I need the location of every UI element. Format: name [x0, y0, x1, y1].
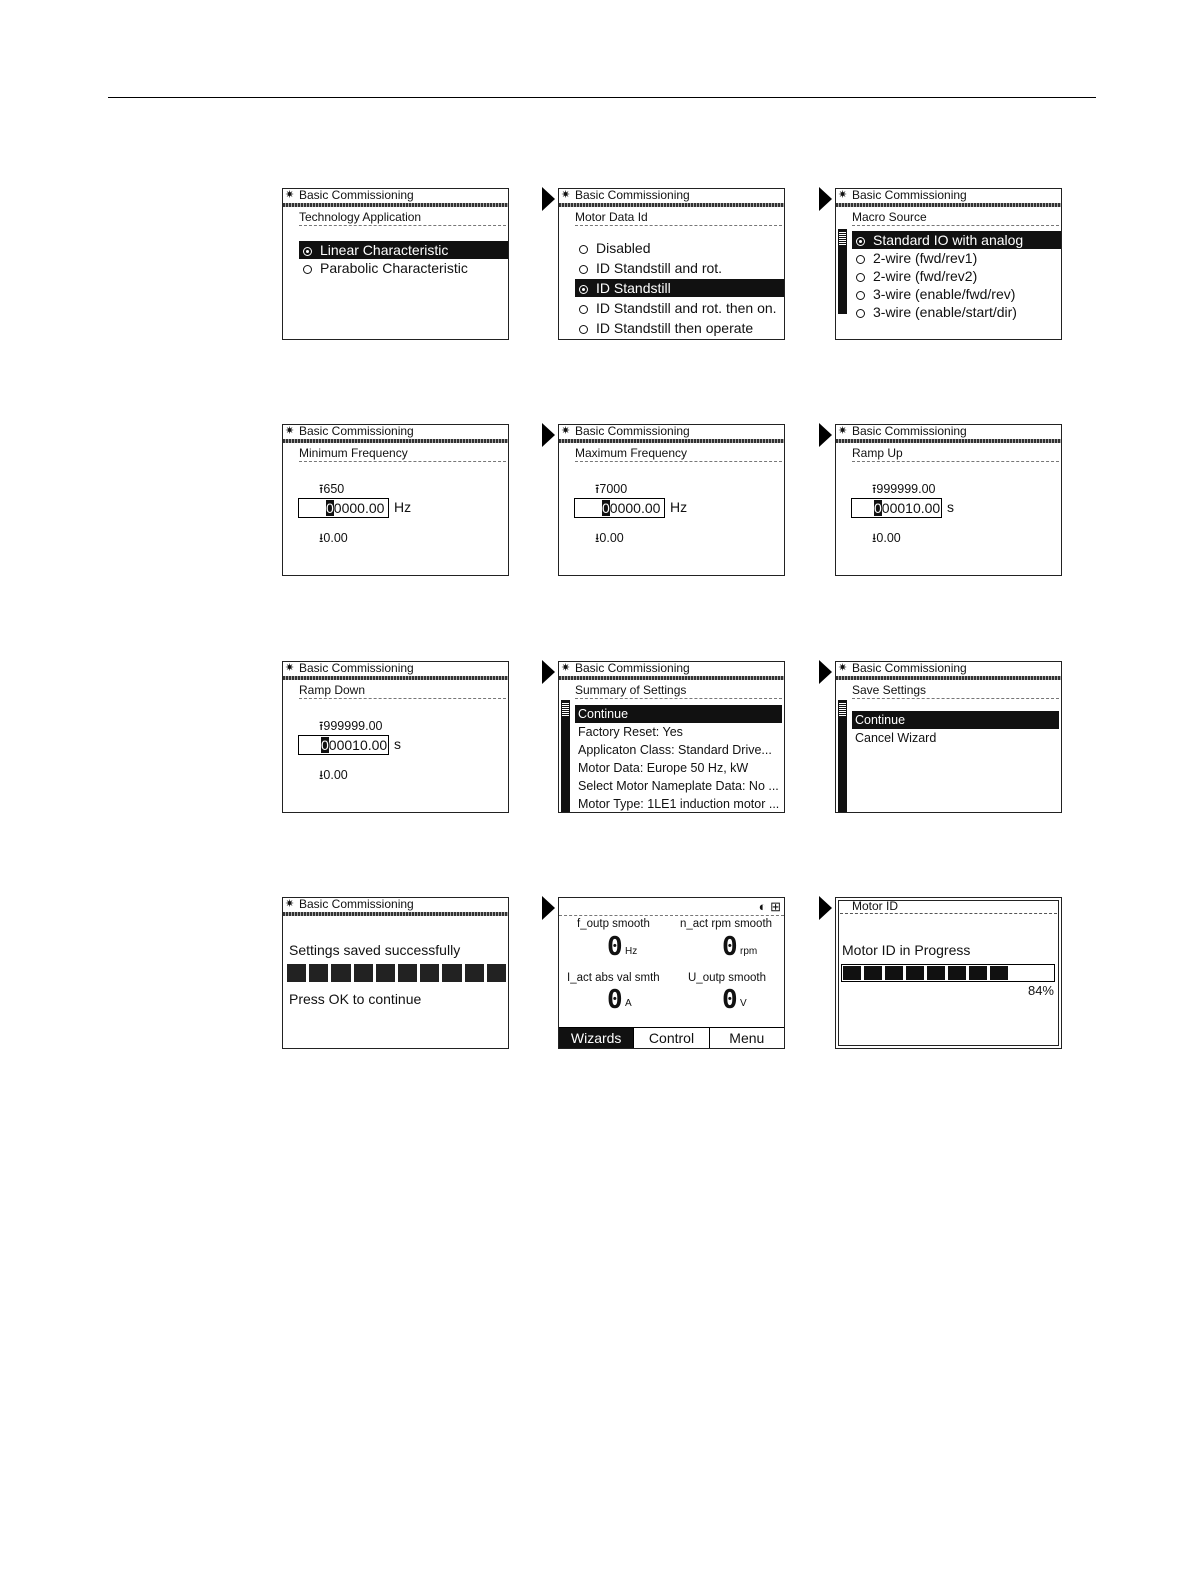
reading-label: U_outp smooth — [688, 972, 766, 984]
commissioning-icon: ✷ — [838, 662, 848, 674]
option-2-wire-fwd-rev1[interactable] — [852, 249, 1061, 267]
value-input[interactable] — [851, 498, 942, 518]
lower-limit-icon: ⭳ — [319, 531, 324, 545]
pointer-arrow-icon — [819, 423, 832, 447]
header-rule — [108, 97, 1096, 98]
option-label: ID Standstill — [596, 280, 671, 296]
pointer-arrow-icon — [542, 423, 555, 447]
min-value — [595, 529, 624, 550]
screen-title — [836, 662, 1061, 675]
scrollbar[interactable] — [838, 700, 847, 812]
edit-cursor: 0 — [874, 500, 882, 516]
min-value-text: 0.00 — [876, 531, 901, 545]
progress-segment — [864, 966, 882, 980]
commissioning-icon: ✷ — [561, 189, 571, 201]
progress-segment — [990, 966, 1008, 980]
value-input[interactable] — [298, 498, 389, 518]
title-label: Basic Commissioning — [299, 897, 414, 911]
tab-menu[interactable]: Menu — [709, 1028, 784, 1048]
title-divider — [283, 676, 508, 680]
progress-percent: 84% — [1027, 983, 1054, 998]
cancel-wizard-option[interactable]: Cancel Wizard — [855, 731, 937, 745]
title-divider — [836, 676, 1061, 680]
option-label: 3-wire (enable/start/dir) — [873, 304, 1017, 320]
parameter-name: Save Settings — [852, 682, 1059, 699]
option-label: 3-wire (enable/fwd/rev) — [873, 286, 1016, 302]
title-label: Basic Commissioning — [852, 424, 967, 438]
value-text: 00010.00 — [881, 500, 941, 516]
screen-title — [283, 898, 508, 911]
screen-motor-data-id — [558, 188, 785, 340]
radio-empty-icon — [579, 325, 588, 334]
screen-minimum-frequency — [282, 424, 509, 576]
option-standard-io-analog[interactable] — [852, 231, 1061, 249]
progress-segment — [948, 966, 966, 980]
scrollbar-thumb[interactable] — [839, 231, 846, 245]
screen-title — [836, 189, 1061, 202]
radio-empty-icon — [856, 291, 865, 300]
parameter-name: Summary of Settings — [575, 682, 782, 699]
screen-ramp-up — [835, 424, 1062, 576]
reading-unit: A — [625, 998, 632, 1009]
option-id-standstill-and-rot[interactable] — [575, 259, 784, 277]
screen-ramp-down — [282, 661, 509, 813]
option-3-wire-enable-fwd-rev[interactable] — [852, 285, 1061, 303]
value-text: 00010.00 — [328, 737, 388, 753]
radio-selected-icon — [579, 285, 588, 294]
commissioning-icon: ✷ — [561, 425, 571, 437]
parameter-name: Motor Data Id — [575, 209, 782, 226]
option-id-standstill-rot-then-on[interactable] — [575, 299, 784, 317]
title-label: Basic Commissioning — [852, 188, 967, 202]
unit-label: Hz — [394, 499, 412, 515]
radio-empty-icon — [579, 245, 588, 254]
title-label: Basic Commissioning — [575, 188, 690, 202]
title-label: Basic Commissioning — [299, 188, 414, 202]
screen-title — [283, 662, 508, 675]
mode-icon: ◐ — [758, 899, 767, 914]
progress-segment — [331, 964, 350, 982]
upper-limit-icon: ⭱ — [319, 482, 324, 496]
progress-segment — [376, 964, 395, 982]
option-3-wire-enable-start-dir[interactable] — [852, 303, 1061, 321]
progress-segment — [906, 966, 924, 980]
title-divider — [559, 439, 784, 443]
title-label: Basic Commissioning — [299, 661, 414, 675]
option-label: ID Standstill then operate — [596, 320, 754, 336]
option-disabled[interactable] — [575, 239, 784, 257]
summary-line: Motor Data: Europe 50 Hz, kW — [578, 761, 749, 775]
commissioning-icon: ✷ — [285, 662, 295, 674]
option-label: Disabled — [596, 240, 651, 256]
lower-limit-icon: ⭳ — [595, 531, 600, 545]
saved-message: Settings saved successfully — [289, 942, 461, 958]
reading-value: 0 — [607, 985, 623, 1015]
status-divider — [559, 915, 784, 916]
pointer-arrow-icon — [819, 187, 832, 211]
progress-segment — [843, 966, 861, 980]
option-label: Linear Characteristic — [320, 242, 449, 258]
progress-segment — [398, 964, 417, 982]
min-value — [319, 529, 348, 550]
option-linear-characteristic[interactable] — [299, 241, 508, 259]
option-label: ID Standstill and rot. — [596, 260, 723, 276]
softkey-bar — [559, 1027, 784, 1048]
min-value-text: 0.00 — [599, 531, 624, 545]
status-icons — [759, 899, 781, 915]
progress-segment — [927, 966, 945, 980]
pointer-arrow-icon — [542, 896, 555, 920]
network-icon: ⊞ — [770, 899, 781, 914]
lower-limit-icon: ⭳ — [872, 531, 877, 545]
min-value — [872, 529, 901, 550]
pointer-arrow-icon — [542, 660, 555, 684]
radio-empty-icon — [303, 265, 312, 274]
option-label: Parabolic Characteristic — [320, 260, 468, 276]
commissioning-icon: ✷ — [838, 189, 848, 201]
screen-summary-of-settings — [558, 661, 785, 813]
screen-title — [283, 425, 508, 438]
reading-label: n_act rpm smooth — [680, 918, 773, 930]
progress-segment — [465, 964, 484, 982]
commissioning-icon: ✷ — [838, 425, 848, 437]
edit-cursor: 0 — [326, 500, 334, 516]
motor-id-message: Motor ID in Progress — [842, 942, 971, 958]
continue-prompt: Press OK to continue — [289, 991, 422, 1007]
screen-motor-id — [835, 897, 1062, 1049]
summary-line: Select Motor Nameplate Data: No ... — [578, 779, 779, 793]
continue-option[interactable]: Continue — [852, 711, 1059, 729]
title-divider — [283, 203, 508, 207]
reading-unit: V — [740, 998, 747, 1009]
option-2-wire-fwd-rev2[interactable] — [852, 267, 1061, 285]
reading-value: 0 — [722, 985, 738, 1015]
tab-control[interactable]: Control — [633, 1028, 708, 1048]
value-text: 0000.00 — [333, 500, 385, 516]
lower-limit-icon: ⭳ — [319, 768, 324, 782]
progress-segment — [354, 964, 373, 982]
min-value-text: 0.00 — [323, 531, 348, 545]
min-value-text: 0.00 — [323, 768, 348, 782]
reading-value: 0 — [607, 932, 623, 962]
screen-title: Motor ID — [852, 899, 899, 913]
radio-empty-icon — [579, 265, 588, 274]
title-label: Basic Commissioning — [575, 661, 690, 675]
parameter-name: Macro Source — [852, 209, 1059, 226]
title-label: Basic Commissioning — [299, 424, 414, 438]
radio-empty-icon — [856, 309, 865, 318]
option-id-standstill-then-operate[interactable] — [575, 319, 784, 337]
max-value-text: 7000 — [599, 482, 628, 496]
option-label: 2-wire (fwd/rev2) — [873, 268, 978, 284]
title-divider — [840, 913, 1057, 914]
reading-label: f_outp smooth — [577, 918, 650, 930]
screen-technology-application — [282, 188, 509, 340]
upper-limit-icon: ⭱ — [595, 482, 600, 496]
screen-title — [836, 425, 1061, 438]
unit-label: s — [394, 736, 401, 752]
title-divider — [836, 439, 1061, 443]
radio-selected-icon — [303, 247, 312, 256]
pointer-arrow-icon — [542, 187, 555, 211]
option-label: Standard IO with analog — [873, 232, 1024, 248]
progress-segment — [487, 964, 506, 982]
max-value-text: 650 — [323, 482, 345, 496]
max-value-text: 999999.00 — [876, 482, 936, 496]
min-value — [319, 766, 348, 787]
commissioning-icon: ✷ — [285, 425, 295, 437]
pointer-arrow-icon — [819, 660, 832, 684]
title-divider — [559, 203, 784, 207]
radio-selected-icon — [856, 237, 865, 246]
option-id-standstill[interactable] — [575, 279, 784, 297]
title-label: Basic Commissioning — [575, 424, 690, 438]
screen-title — [559, 662, 784, 675]
parameter-name: Ramp Up — [852, 445, 1059, 462]
screen-status-display — [558, 897, 785, 1049]
scrollbar[interactable] — [561, 700, 570, 812]
value-text: 0000.00 — [609, 500, 661, 516]
screen-title — [559, 425, 784, 438]
summary-line: Applicaton Class: Standard Drive... — [578, 743, 772, 757]
parameter-name: Ramp Down — [299, 682, 506, 699]
scrollbar-thumb[interactable] — [839, 702, 846, 716]
summary-continue[interactable]: Continue — [575, 705, 782, 723]
parameter-name: Minimum Frequency — [299, 445, 506, 462]
edit-cursor: 0 — [602, 500, 610, 516]
max-value-text: 999999.00 — [323, 719, 383, 733]
reading-label: I_act abs val smth — [567, 972, 660, 984]
radio-empty-icon — [579, 305, 588, 314]
title-divider — [836, 203, 1061, 207]
progress-segment — [442, 964, 461, 982]
title-label: Basic Commissioning — [852, 661, 967, 675]
commissioning-icon: ✷ — [285, 898, 295, 910]
commissioning-icon: ✷ — [285, 189, 295, 201]
title-divider — [559, 676, 784, 680]
screen-maximum-frequency — [558, 424, 785, 576]
progress-segment — [420, 964, 439, 982]
reading-value: 0 — [722, 932, 738, 962]
unit-label: Hz — [670, 499, 688, 515]
scrollbar[interactable] — [838, 229, 847, 314]
pointer-arrow-icon — [819, 896, 832, 920]
tab-wizards[interactable]: Wizards — [559, 1028, 633, 1048]
summary-line: Factory Reset: Yes — [578, 725, 683, 739]
unit-label: s — [947, 499, 954, 515]
parameter-name: Technology Application — [299, 209, 506, 226]
screen-macro-source — [835, 188, 1062, 340]
radio-empty-icon — [856, 255, 865, 264]
upper-limit-icon: ⭱ — [319, 719, 324, 733]
parameter-name: Maximum Frequency — [575, 445, 782, 462]
commissioning-icon: ✷ — [561, 662, 571, 674]
progress-segment — [287, 964, 306, 982]
screen-title — [283, 189, 508, 202]
reading-unit: Hz — [625, 946, 638, 957]
option-label: ID Standstill and rot. then on. — [596, 300, 777, 316]
progress-segment — [309, 964, 328, 982]
value-input[interactable] — [298, 735, 389, 755]
value-input[interactable] — [574, 498, 665, 518]
title-divider — [283, 912, 508, 916]
option-label: 2-wire (fwd/rev1) — [873, 250, 978, 266]
radio-empty-icon — [856, 273, 865, 282]
screen-title — [559, 189, 784, 202]
screen-settings-saved — [282, 897, 509, 1049]
reading-unit: rpm — [740, 946, 758, 957]
upper-limit-icon: ⭱ — [872, 482, 877, 496]
option-parabolic-characteristic[interactable] — [299, 259, 508, 277]
screen-save-settings — [835, 661, 1062, 813]
progress-segment — [969, 966, 987, 980]
motor-id-progress-bar — [841, 964, 1055, 982]
summary-line: Motor Type: 1LE1 induction motor ... — [578, 797, 780, 811]
progress-segment — [885, 966, 903, 980]
save-progress-bar — [287, 964, 506, 982]
scrollbar-thumb[interactable] — [562, 702, 569, 716]
edit-cursor: 0 — [321, 737, 329, 753]
title-divider — [283, 439, 508, 443]
